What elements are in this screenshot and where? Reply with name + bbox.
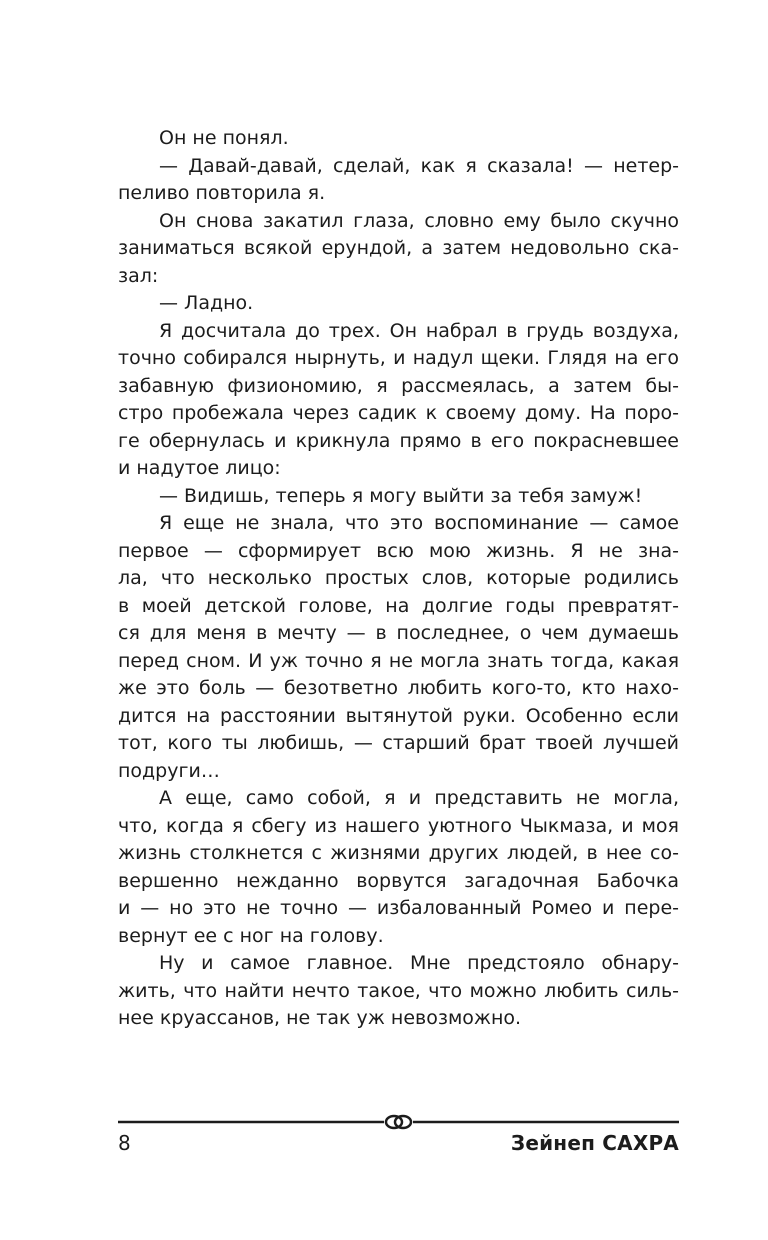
text-line: ла, что несколько простых слов, которые родились	[118, 567, 679, 589]
text-line: ся для меня в мечту — в последнее, о чем думаешь	[118, 622, 679, 644]
double-link-ornament-icon	[386, 1116, 411, 1128]
text-line: стро пробежала через садик к своему дому. На поро-	[118, 402, 679, 424]
text-line: первое — сформирует всю мою жизнь. Я не зна-	[118, 539, 679, 562]
text-line: жизнь столкнется с жизнями других людей, в нее со-	[118, 842, 679, 864]
text-line: жить, что найти нечто такое, что можно любить силь-	[118, 979, 679, 1002]
text-line: — Видишь, теперь я могу выйти за тебя замуж!	[159, 484, 643, 507]
text-line: — Давай-давай, сделай, как я сказала! — нетер-	[159, 154, 679, 177]
text-line: Ну и самое главное. Мне предстояло обнару-	[159, 952, 679, 974]
text-line: пеливо повторила я.	[118, 182, 326, 204]
text-line: что, когда я сбегу из нашего уютного Чыкмаза, и моя	[118, 814, 679, 837]
text-line: А еще, само собой, я и представить не могла,	[159, 787, 679, 809]
text-line: — Ладно.	[159, 292, 254, 314]
text-line: точно собирался нырнуть, и надул щеки. Глядя на его	[118, 347, 679, 369]
text-line: Он снова закатил глаза, словно ему было скучно	[159, 209, 679, 232]
text-line: же это боль — безответно любить кого-то, кто нахо-	[118, 677, 679, 699]
page-number: 8	[118, 1131, 131, 1155]
running-author: Зейнеп САХРА	[510, 1131, 679, 1155]
text-line: нее круассанов, не так уж невозможно.	[118, 1007, 522, 1029]
text-line: дится на расстоянии вытянутой руки. Особенно если	[118, 704, 679, 727]
text-line: вернут ее с ног на голову.	[118, 924, 384, 947]
text-line: тот, кого ты любишь, — старший брат твоей лучшей	[118, 732, 679, 754]
text-line: перед сном. И уж точно я не могла знать тогда, какая	[118, 649, 679, 672]
text-line: заниматься всякой ерундой, а затем недовольно ска-	[118, 237, 679, 259]
text-line: забавную физиономию, я рассмеялась, а затем бы-	[118, 374, 679, 397]
text-line: в моей детской голове, на долгие годы превратят-	[118, 594, 679, 617]
text-line: Он не понял.	[159, 127, 289, 149]
body-text	[118, 125, 679, 1033]
text-line: и — но это не точно — избалованный Ромео и пере-	[118, 897, 679, 919]
text-line: подруги…	[118, 759, 220, 782]
text-line: Я досчитала до трех. Он набрал в грудь воздуха,	[159, 319, 679, 342]
text-line: вершенно нежданно ворвутся загадочная Бабочка	[118, 869, 679, 892]
text-line: Я еще не знала, что это воспоминание — самое	[159, 512, 679, 534]
text-line: ге обернулась и крикнула прямо в его покрасневшее	[118, 429, 679, 452]
text-line: и надутое лицо:	[118, 457, 281, 479]
text-line: зал:	[118, 264, 159, 287]
